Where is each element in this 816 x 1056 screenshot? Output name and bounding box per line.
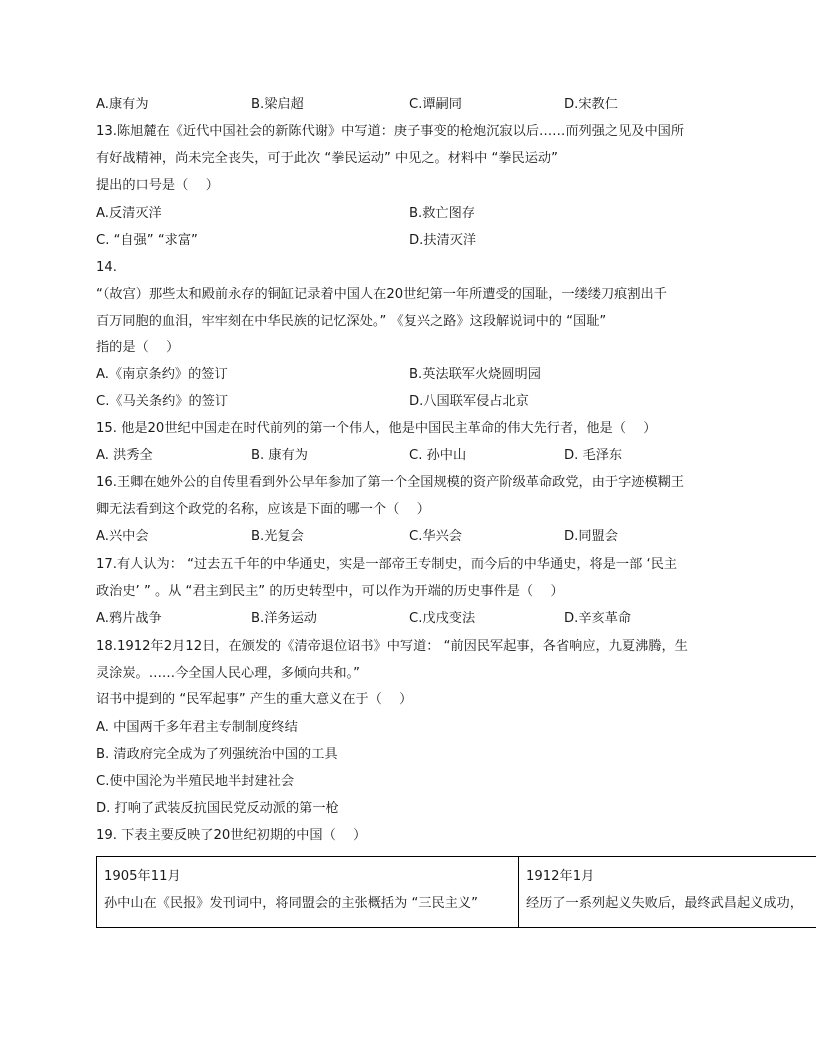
q19-date-1912: 1912年1月	[526, 869, 595, 884]
q18-option-d: D. 打响了武装反抗国民党反动派的第一枪	[96, 801, 339, 816]
q14-option-d: D.八国联军侵占北京	[409, 394, 529, 409]
q14-number: 14.	[96, 260, 117, 275]
q14-option-a: A.《南京条约》的签订	[96, 367, 228, 382]
q15-option-d: D. 毛泽东	[564, 448, 623, 463]
q13-stem-line2: 有好战精神，尚未完全丧失，可于此次 “拳民运动” 中见之。材料中 “拳民运动”	[96, 151, 558, 166]
q13-stem-line1: 13.陈旭麓在《近代中国社会的新陈代谢》中写道：庚子事变的枪炮沉寂以后……而列强之见及中国所	[96, 124, 685, 139]
q12-option-a: A.康有为	[96, 97, 149, 112]
q18-stem-line1: 18.1912年2月12日，在颁发的《清帝退位诏书》中写道： “前因民军起事，各省响应，九夏沸腾，生	[96, 639, 688, 654]
table-cell	[519, 857, 816, 928]
q19-stem: 19. 下表主要反映了20世纪初期的中国（ ）	[96, 828, 367, 843]
q16-option-a: A.兴中会	[96, 529, 149, 544]
q16-option-b: B.光复会	[251, 529, 304, 544]
q16-stem-line1: 16.王卿在她外公的自传里看到外公早年参加了第一个全国规模的资产阶级革命政党，由于字迹模糊王	[96, 475, 685, 490]
q13-option-b: B.救亡图存	[409, 206, 475, 221]
q16-stem-line2: 卿无法看到这个政党的名称，应该是下面的哪一个（ ）	[96, 502, 430, 517]
table-cell	[97, 857, 519, 928]
q19-date-1905: 1905年11月	[104, 869, 181, 884]
q15-stem: 15. 他是20世纪中国走在时代前列的第一个伟人，他是中国民主革命的伟大先行者，他是（ ）	[96, 421, 657, 436]
q17-option-b: B.洋务运动	[251, 611, 317, 626]
q17-stem-line1: 17.有人认为： “过去五千年的中华通史，实是一部帝王专制史，而今后的中华通史，将是一部 ‘民主	[96, 557, 678, 572]
q13-option-a: A.反清灭洋	[96, 206, 162, 221]
q19-event-1912: 经历了一系列起义失败后，最终武昌起义成功，	[526, 896, 803, 911]
q16-option-c: C.华兴会	[409, 529, 462, 544]
q14-stem-line1: “（故宫）那些太和殿前永存的铜缸记录着中国人在20世纪第一年所遭受的国耻，一缕缕刀痕割出千	[96, 287, 667, 302]
q15-option-b: B. 康有为	[251, 448, 308, 463]
q15-option-a: A. 洪秀全	[96, 448, 153, 463]
q15-option-c: C. 孙中山	[409, 448, 467, 463]
q14-stem-line2: 百万同胞的血泪，牢牢刻在中华民族的记忆深处。” 《复兴之路》这段解说词中的 “国耻”	[96, 314, 607, 329]
q12-option-d: D.宋教仁	[564, 97, 618, 112]
q14-option-b: B.英法联军火烧圆明园	[409, 367, 541, 382]
q18-stem-line3: 诏书中提到的 “民军起事” 产生的重大意义在于（ ）	[96, 692, 413, 707]
q17-option-a: A.鸦片战争	[96, 611, 162, 626]
q13-option-c: C. “自强” “求富”	[96, 233, 198, 248]
q17-stem-line2: 政治史’ ” 。从 “君主到民主” 的历史转型中，可以作为开端的历史事件是（ ）	[96, 584, 564, 599]
q17-option-c: C.戊戌变法	[409, 611, 476, 626]
q14-stem-line3: 指的是（ ）	[96, 340, 180, 355]
q18-option-a: A. 中国两千多年君主专制制度终结	[96, 720, 298, 735]
q14-option-c: C.《马关条约》的签订	[96, 394, 229, 409]
q18-option-c: C.使中国沦为半殖民地半封建社会	[96, 774, 295, 789]
q13-option-d: D.扶清灭洋	[409, 233, 477, 248]
q12-option-b: B.梁启超	[251, 97, 304, 112]
q18-stem-line2: 灵涂炭。……今全国人民心理，多倾向共和。”	[96, 666, 360, 681]
q19-table	[96, 856, 816, 928]
q16-option-d: D.同盟会	[564, 529, 618, 544]
q19-event-1905: 孙中山在《民报》发刊词中，将同盟会的主张概括为 “三民主义”	[104, 896, 478, 911]
q13-stem-line3: 提出的口号是（ ）	[96, 178, 219, 193]
q18-option-b: B. 清政府完全成为了列强统治中国的工具	[96, 747, 338, 762]
q17-option-d: D.辛亥革命	[564, 611, 632, 626]
q12-option-c: C.谭嗣同	[409, 97, 462, 112]
table-row	[97, 857, 816, 928]
